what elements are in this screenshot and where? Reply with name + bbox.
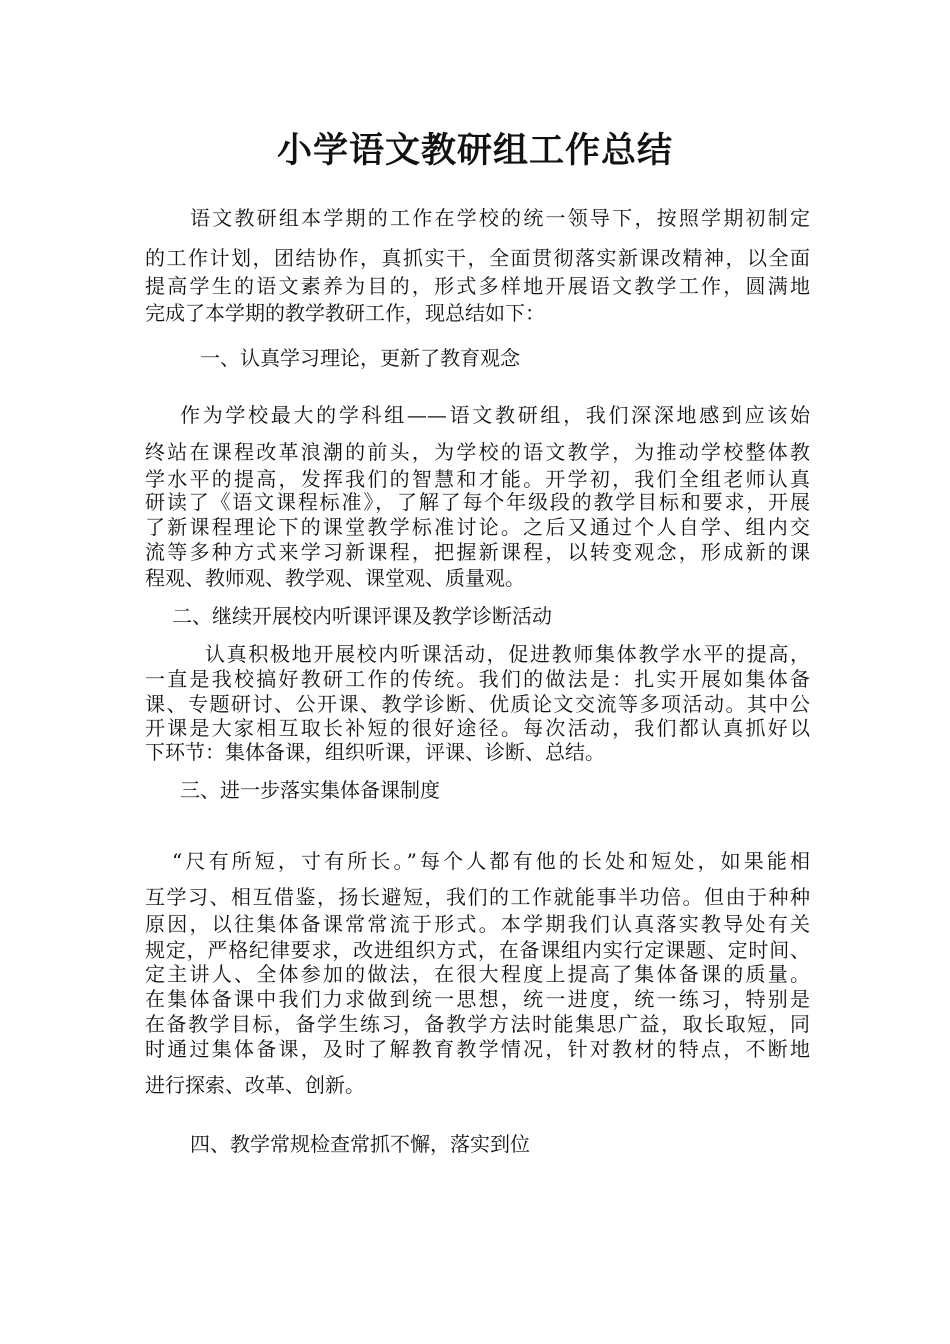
paragraph-line: 课、专题研讨、公开课、教学诊断、优质论文交流等多项活动。其中公 xyxy=(145,692,810,716)
paragraph-line: 流等多种方式来学习新课程，把握新课程，以转变观念，形成新的课 xyxy=(145,540,810,564)
paragraph-line: 原因，以往集体备课常常流于形式。本学期我们认真落实教导处有关 xyxy=(145,912,810,936)
paragraph-line: 进行探索、改革、创新。 xyxy=(145,1073,365,1097)
paragraph-line: 学水平的提高，发挥我们的智慧和才能。开学初，我们全组老师认真 xyxy=(145,467,810,491)
paragraph-line: 提高学生的语文素养为目的，形式多样地开展语文教学工作，圆满地 xyxy=(145,274,810,298)
paragraph-line: 互学习、相互借鉴，扬长避短，我们的工作就能事半功倍。但由于种种 xyxy=(145,885,810,909)
section-heading-2: 二、继续开展校内听课评课及教学诊断活动 xyxy=(172,604,552,628)
paragraph-line: 作为学校最大的学科组——语文教研组，我们深深地感到应该始 xyxy=(180,403,810,427)
paragraph-line: 完成了本学期的教学教研工作，现总结如下： xyxy=(145,301,545,325)
paragraph-line: 终站在课程改革浪潮的前头，为学校的语文教学，为推动学校整体教 xyxy=(145,440,810,464)
paragraph-line: 研读了《语文课程标准》，了解了每个年级段的教学目标和要求，开展 xyxy=(145,490,810,514)
paragraph-line: 在集体备课中我们力求做到统一思想，统一进度，统一练习，特别是 xyxy=(145,987,810,1011)
paragraph-line: 认真积极地开展校内听课活动，促进教师集体教学水平的提高， xyxy=(205,642,810,666)
paragraph-line: 时通过集体备课，及时了解教育教学情况，针对教材的特点，不断地 xyxy=(145,1037,810,1061)
paragraph-line: 开课是大家相互取长补短的很好途径。每次活动，我们都认真抓好以 xyxy=(145,716,810,740)
paragraph-line: 在备教学目标，备学生练习，备教学方法时能集思广益，取长取短，同 xyxy=(145,1012,810,1036)
section-heading-4: 四、教学常规检查常抓不懈，落实到位 xyxy=(190,1132,530,1156)
paragraph-line: 定主讲人、全体参加的做法，在很大程度上提高了集体备课的质量。 xyxy=(145,962,810,986)
section-heading-1: 一、认真学习理论，更新了教育观念 xyxy=(200,346,520,370)
paragraph-line: 下环节：集体备课，组织听课，评课、诊断、总结。 xyxy=(145,740,605,764)
section-heading-3: 三、进一步落实集体备课制度 xyxy=(180,778,440,802)
paragraph-line: 语文教研组本学期的工作在学校的统一领导下，按照学期初制定 xyxy=(190,206,810,230)
paragraph-line: 一直是我校搞好教研工作的传统。我们的做法是：扎实开展如集体备 xyxy=(145,667,810,691)
paragraph-line: 规定，严格纪律要求，改进组织方式，在备课组内实行定课题、定时间、 xyxy=(145,938,810,962)
paragraph-line: 程观、教师观、教学观、课堂观、质量观。 xyxy=(145,566,525,590)
paragraph-line: 了新课程理论下的课堂教学标准讨论。之后又通过个人自学、组内交 xyxy=(145,515,810,539)
paragraph-line: 的工作计划，团结协作，真抓实干，全面贯彻落实新课改精神，以全面 xyxy=(145,246,810,270)
document-title: 小学语文教研组工作总结 xyxy=(276,130,673,171)
paragraph-line: “尺有所短，寸有所长。”每个人都有他的长处和短处，如果能相 xyxy=(172,849,810,873)
